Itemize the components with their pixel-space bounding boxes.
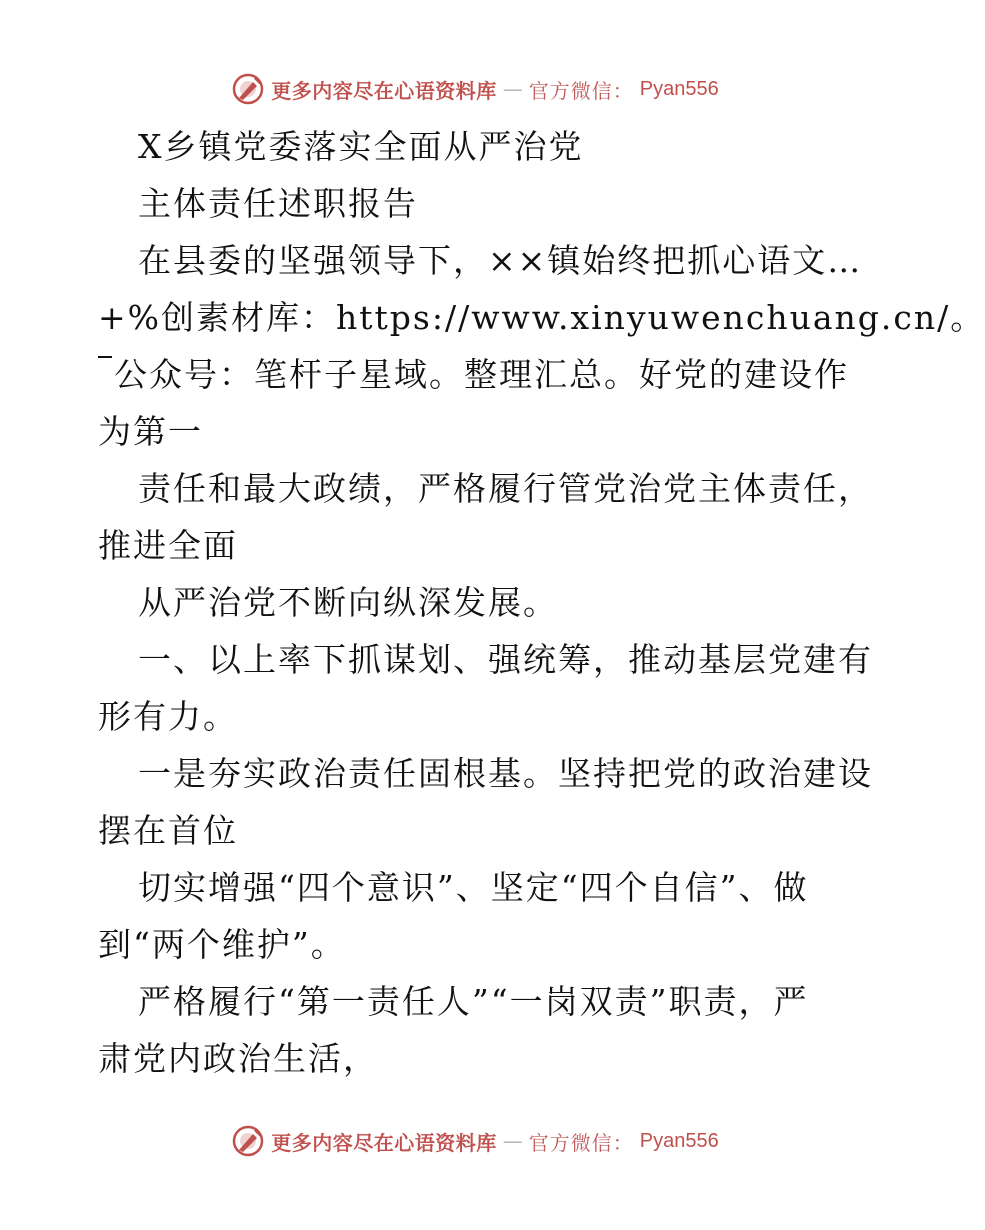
doc-title-line-1: X乡镇党委落实全面从严治党 (138, 127, 584, 166)
watermark-header (0, 72, 950, 106)
document-body (98, 118, 985, 1087)
doc-heading-line: 一、以上率下抓谋划、强统筹，推动基层党建有 (138, 640, 873, 679)
doc-paragraph-line: 责任和最大政绩，严格履行管党治党主体责任， (138, 469, 873, 508)
watermark-wechat-label: 官方微信： (528, 78, 634, 103)
watermark-separator: — (502, 1129, 523, 1153)
doc-title-line-2: 主体责任述职报告 (138, 184, 418, 223)
doc-paragraph-line: 肃党内政治生活， (98, 1039, 378, 1078)
doc-paragraph-line (98, 346, 868, 403)
doc-paragraph-line: 一是夯实政治责任固根基。坚持把党的政治建设 (138, 754, 873, 793)
watermark-handle: Pyan556 (639, 77, 719, 100)
doc-paragraph-line: 为第一 (98, 412, 203, 451)
pen-nib-logo-icon (231, 72, 265, 106)
doc-line-text: 公众号：笔杆子星域。整理汇总。好党的建设作 (114, 355, 849, 394)
doc-paragraph-line: 摆在首位 (98, 811, 238, 850)
doc-paragraph-line: 严格履行“第一责任人”“一岗双责”职责，严 (138, 982, 809, 1021)
watermark-separator: — (502, 77, 523, 101)
doc-paragraph-line: 到“两个维护”。 (98, 925, 346, 964)
pen-nib-logo-icon (231, 1124, 265, 1158)
watermark-footer (0, 1124, 950, 1158)
doc-paragraph-line: 切实增强“四个意识”、坚定“四个自信”、做 (138, 868, 809, 907)
stray-overbar-mark (98, 356, 112, 358)
doc-paragraph-line: +%创素材库：https://www.xinyuwenchuang.cn/。 (98, 298, 985, 337)
doc-paragraph-line: 在县委的坚强领导下，××镇始终把抓心语文… (138, 241, 863, 280)
watermark-wechat-label: 官方微信： (528, 1130, 634, 1155)
watermark-text: 更多内容尽在心语资料库 (271, 78, 497, 103)
doc-paragraph-line: 推进全面 (98, 526, 238, 565)
watermark-text: 更多内容尽在心语资料库 (271, 1130, 497, 1155)
doc-paragraph-line: 从严治党不断向纵深发展。 (138, 583, 558, 622)
doc-heading-line: 形有力。 (98, 697, 238, 736)
watermark-handle: Pyan556 (639, 1129, 719, 1152)
